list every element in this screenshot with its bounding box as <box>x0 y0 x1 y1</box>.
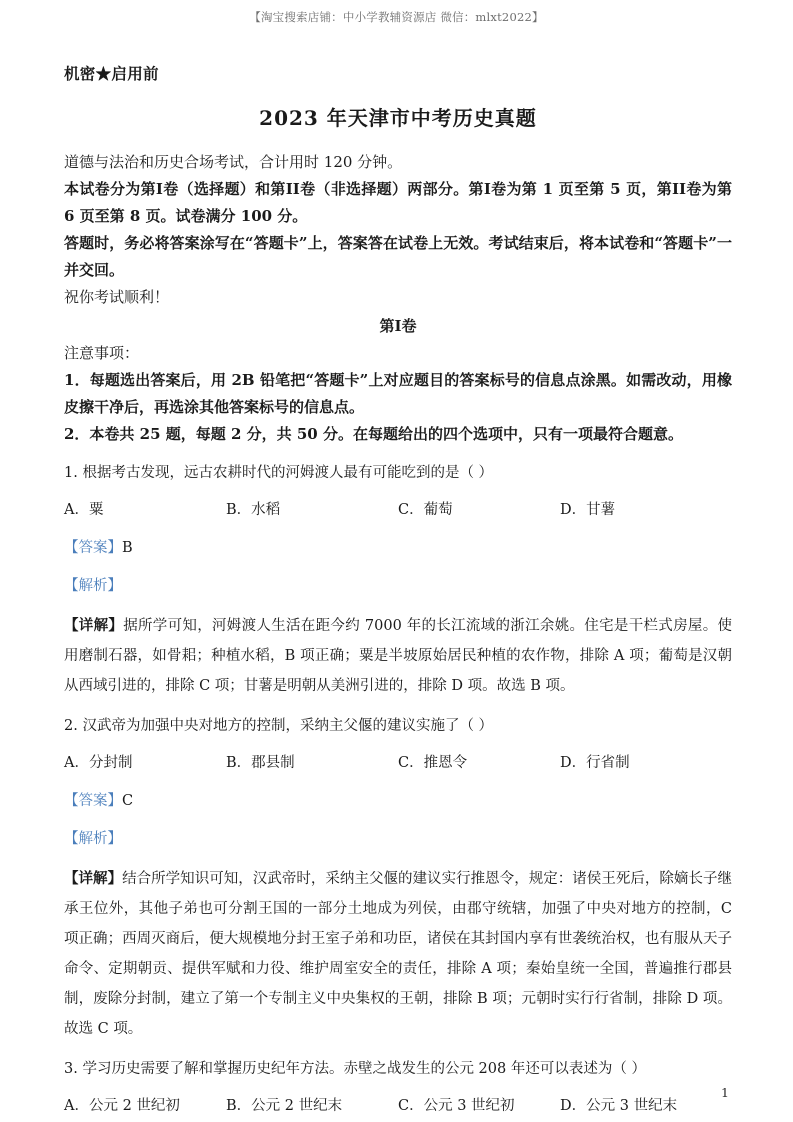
section-heading-volume-one: 第I卷 <box>379 317 417 336</box>
answer-tag: 【答案】 <box>64 793 122 810</box>
option-c[interactable]: C．公元 3 世纪初 <box>398 1098 515 1115</box>
option-a[interactable]: A．分封制 <box>64 755 133 772</box>
detail-text: 结合所学知识可知，汉武帝时，采纳主父偃的建议实行推恩令，规定：诸侯王死后，除嫡长子继承王位外，其他子弟也可分割王国的一部分土地成为列侯，由郡守统辖，加强了中央对地方的控制，C 项正确；西周灭商后，便大规模地分封王室子弟和功臣，诸侯在其封国内享有世袭统治权，也有服从天子命令、定期朝贡、提供军赋和力役、维护周室安全的责任，排除 A 项；秦始皇统一全国，普遍推行郡县制，废除分封制，建立了第一个专制主义中央集权的王朝，排除 B 项；元朝时实行行省制，排除 D 项。故选 C 项。 <box>64 871 733 1038</box>
answer-line <box>64 788 732 814</box>
question-stem: 2. 汉武帝为加强中央对地方的控制，采纳主父偃的建议实施了（ ） <box>64 718 494 735</box>
question-stem: 1. 根据考古发现，远古农耕时代的河姆渡人最有可能吃到的是（ ） <box>64 465 494 482</box>
intro-line-4: 祝你考试顺利！ <box>64 288 170 307</box>
intro-line-3: 答题时，务必将答案涂写在“答题卡”上，答案答在试卷上无效。考试结束后，将本试卷和“答题卡”一并交回。 <box>64 234 732 280</box>
intro-line-1: 道德与法治和历史合场考试，合计用时 120 分钟。 <box>64 153 403 172</box>
notice-item-2: 2．本卷共 25 题，每题 2 分，共 50 分。在每题给出的四个选项中，只有一项最符合题意。 <box>64 425 683 444</box>
page-title: 2023 年天津市中考历史真题 <box>259 106 537 131</box>
notice-label: 注意事项： <box>64 344 140 363</box>
option-d[interactable]: D．行省制 <box>560 755 630 772</box>
option-c[interactable]: C．葡萄 <box>398 502 453 519</box>
notice-item-1: 1．每题选出答案后，用 2B 铅笔把“答题卡”上对应题目的答案标号的信息点涂黑。如需改动，用橡皮擦干净后，再选涂其他答案标号的信息点。 <box>64 371 732 417</box>
analysis-line <box>64 826 732 852</box>
watermark-text: 【淘宝搜索店铺：中小学教辅资源店 微信：mlxt2022】 <box>249 10 544 24</box>
analysis-line <box>64 573 732 599</box>
answer-value: B <box>122 540 133 557</box>
question-stem: 3. 学习历史需要了解和掌握历史纪年方法。赤壁之战发生的公元 208 年还可以表述为（ ） <box>64 1061 646 1078</box>
question-options <box>64 1093 732 1119</box>
detail-tag: 【详解】 <box>64 870 123 888</box>
answer-line <box>64 535 732 561</box>
confidential-notice: 机密★启用前 <box>64 64 159 83</box>
option-b[interactable]: B．郡县制 <box>226 755 295 772</box>
detail-explanation <box>64 611 732 701</box>
answer-value: C <box>122 793 134 810</box>
question-options <box>64 497 732 523</box>
intro-line-2: 本试卷分为第I卷（选择题）和第II卷（非选择题）两部分。第I卷为第 1 页至第 5 页，第II卷为第 6 页至第 8 页。试卷满分 100 分。 <box>64 180 732 226</box>
analysis-tag: 【解析】 <box>64 578 122 595</box>
detail-tag: 【详解】 <box>64 617 124 635</box>
page-number: 1 <box>721 1085 729 1100</box>
option-d[interactable]: D．甘薯 <box>560 502 616 519</box>
question-options <box>64 750 732 776</box>
answer-tag: 【答案】 <box>64 540 122 557</box>
option-a[interactable]: A．粟 <box>64 502 104 519</box>
option-b[interactable]: B．水稻 <box>226 502 281 519</box>
document-content <box>64 62 732 1119</box>
detail-explanation <box>64 864 732 1044</box>
option-a[interactable]: A．公元 2 世纪初 <box>64 1098 180 1115</box>
analysis-tag: 【解析】 <box>64 831 122 848</box>
option-c[interactable]: C．推恩令 <box>398 755 468 772</box>
option-d[interactable]: D．公元 3 世纪末 <box>560 1098 678 1115</box>
detail-text: 据所学可知，河姆渡人生活在距今约 7000 年的长江流域的浙江余姚。住宅是干栏式房屋。使用磨制石器，如骨耜；种植水稻，B 项正确；粟是半坡原始居民种植的农作物，排除 A 项；葡萄是汉朝从西域引进的，排除 C 项；甘薯是明朝从美洲引进的，排除 D 项。故选 B 项。 <box>64 618 732 695</box>
option-b[interactable]: B．公元 2 世纪末 <box>226 1098 343 1115</box>
